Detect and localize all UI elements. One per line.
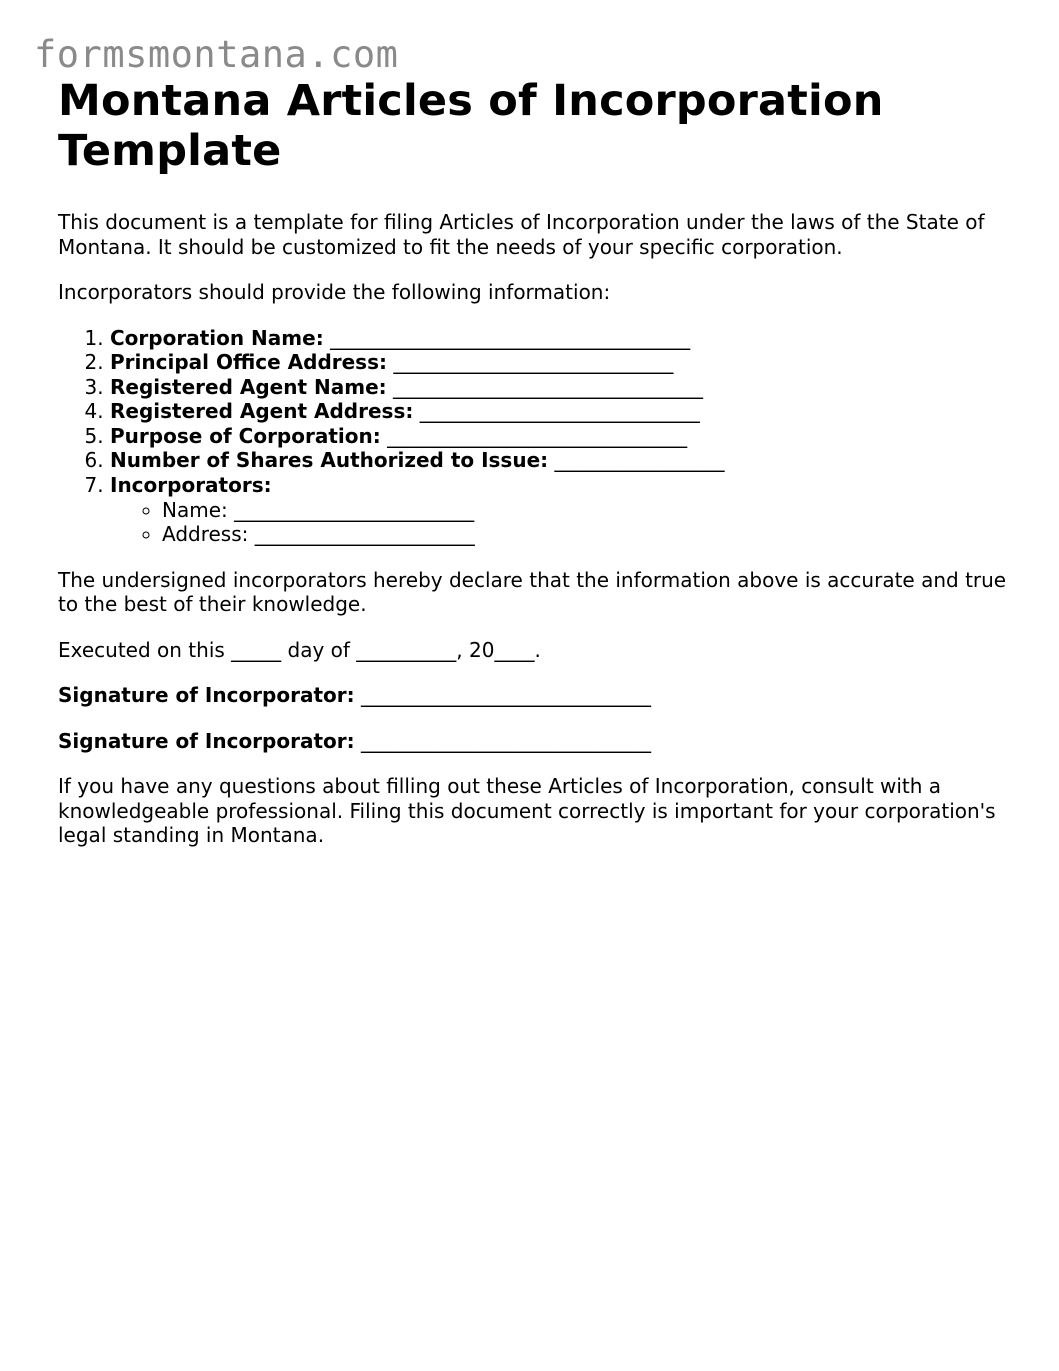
field-blank: ______________________________ — [387, 423, 688, 448]
list-item-principal-office-address — [110, 350, 1008, 375]
signature-blank: _____________________________ — [360, 683, 651, 708]
document-body — [58, 76, 1008, 848]
sub-field-label: Name: — [162, 497, 228, 522]
list-item-incorporators — [110, 473, 1008, 547]
signature-label: Signature of Incorporator: — [58, 683, 355, 708]
closing-paragraph: If you have any questions about filling out these Articles of Incorporation, consult with a knowledgeable professional. Filing this document correctly is important for your corporation's legal standing in Montana. — [58, 774, 996, 848]
field-blank: ____________________________ — [393, 350, 674, 375]
list-item-shares-authorized — [110, 448, 1008, 473]
list-item-registered-agent-address — [110, 399, 1008, 424]
field-label: Principal Office Address: — [110, 350, 387, 375]
signature-label: Signature of Incorporator: — [58, 728, 355, 753]
site-watermark: formsmontana.com — [34, 33, 399, 76]
field-blank: _________________ — [554, 448, 725, 473]
execution-date-line: Executed on this _____ day of __________, 20____. — [58, 637, 541, 662]
information-list — [58, 326, 1008, 547]
list-item-registered-agent-name — [110, 375, 1008, 400]
incorporator-sublist — [110, 498, 1008, 547]
list-item-corporation-name — [110, 326, 1008, 351]
sublist-item-address — [162, 522, 1008, 547]
instructions-paragraph: Incorporators should provide the following information: — [58, 280, 611, 304]
field-blank: ____________________________________ — [330, 325, 691, 350]
field-blank: ____________________________ — [419, 399, 700, 424]
sub-field-blank: ________________________ — [234, 497, 475, 522]
field-label: Registered Agent Name: — [110, 374, 387, 399]
intro-paragraph: This document is a template for filing Articles of Incorporation under the laws of the State of Montana. It should be customized to fit the needs of your specific corporation. — [58, 210, 985, 259]
signature-line-1 — [58, 683, 1008, 708]
sublist-item-name — [162, 498, 1008, 523]
list-item-purpose — [110, 424, 1008, 449]
field-label: Corporation Name: — [110, 325, 324, 350]
sub-field-label: Address: — [162, 522, 249, 547]
signature-blank: _____________________________ — [360, 728, 651, 753]
field-label: Incorporators: — [110, 473, 272, 498]
sub-field-blank: ______________________ — [254, 522, 475, 547]
declaration-paragraph: The undersigned incorporators hereby declare that the information above is accurate and true to the best of their knowledge. — [58, 567, 1007, 617]
field-label: Registered Agent Address: — [110, 399, 414, 424]
signature-line-2 — [58, 729, 1008, 754]
field-label: Number of Shares Authorized to Issue: — [110, 448, 549, 473]
page-title: Montana Articles of Incorporation Template — [58, 76, 884, 176]
field-label: Purpose of Corporation: — [110, 423, 381, 448]
field-blank: _______________________________ — [393, 374, 703, 399]
